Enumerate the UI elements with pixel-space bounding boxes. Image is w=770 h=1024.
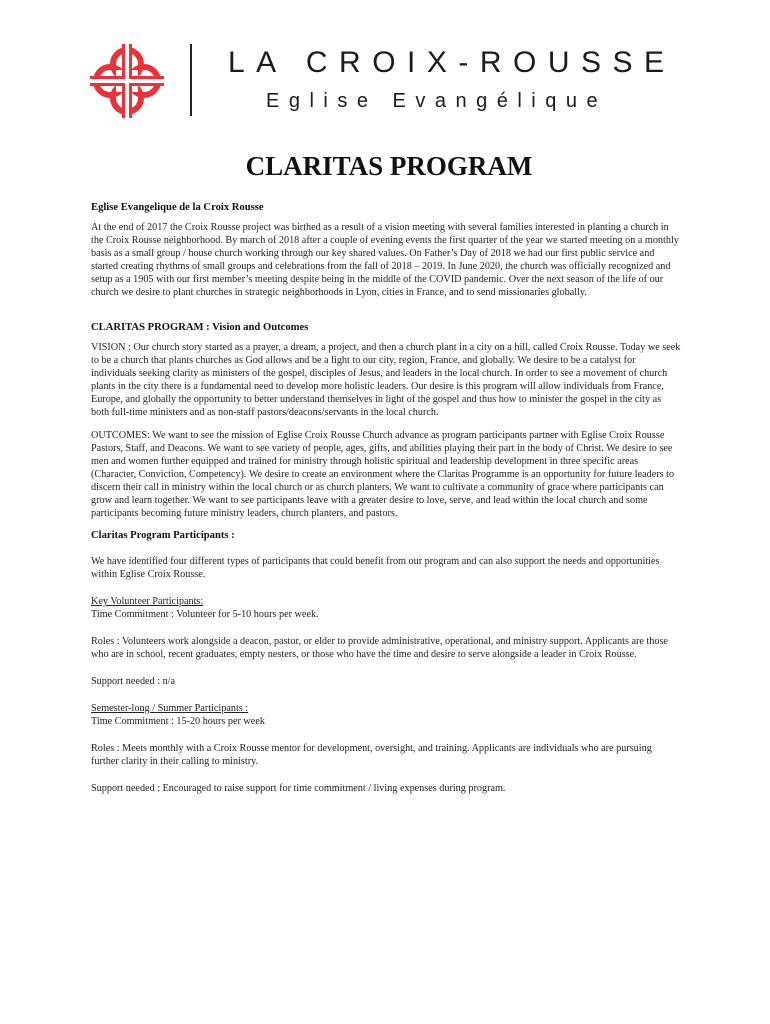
- semester-support: Support needed : Encouraged to raise support for time commitment / living expenses during program.: [91, 783, 506, 794]
- key-volunteer-heading: Key Volunteer Participants:: [91, 596, 204, 607]
- participants-heading: Claritas Program Participants :: [91, 530, 235, 541]
- document-body: [91, 150, 681, 795]
- vision-paragraph: VISION : Our church story started as a prayer, a dream, a project, and then a church plant in a city on a hill, called Croix Rousse. Today we seek to be a church that plants churches as God allows and be a light to our city, region, France, and globally. We desire to be a catalyst for individuals seeking clarity as ministers of the gospel, disciples of Jesus, and leaders in the local church. In order to see a movement of church plants in the city there is a fundamental need to develop more holistic leaders. Our desire is this program will allow individuals from France, Europe, and globally the opportunity to better understand themselves in light of the gospel and thus how to minister the gospel in the city as both full-time ministers and as non-staff pastors/deacons/servants in the local church.: [91, 342, 681, 418]
- key-volunteer-time: Time Commitment : Volunteer for 5-10 hours per week.: [91, 609, 319, 620]
- semester-time: Time Commitment : 15-20 hours per week: [91, 716, 265, 727]
- brand-subtitle: Eglise Evangélique: [266, 90, 608, 112]
- page-title: CLARITAS PROGRAM: [245, 151, 533, 181]
- semester-heading: Semester-long / Summer Participants :: [91, 703, 249, 714]
- header-divider: [190, 44, 192, 116]
- participants-intro: We have identified four different types of participants that could benefit from our program and can also support the needs and opportunities within Eglise Croix Rousse.: [91, 556, 660, 580]
- key-volunteer-support: Support needed : n/a: [91, 676, 176, 687]
- intro-paragraph: At the end of 2017 the Croix Rousse project was birthed as a result of a vision meeting with several families interested in planting a church in the Croix Rousse neighborhood. By march of 2018 after a couple of evening events the first quarter of the year we started meeting on a monthly basis as a small group / house church working through our key shared values. On Father’s Day of 2018 we had our first public service and started creating rhythms of small groups and celebrations from the fall of 2018 – 2019. In June 2020, the church was officially recognized and setup as a 1905 with our first member’s meeting despite being in the middle of the COVID pandemic. Over the next season of the life of our church we desire to plant churches in strategic neighborhoods in Lyon, cities in France, and to send missionaries globally.: [91, 222, 679, 298]
- key-volunteer-roles: Roles : Volunteers work alongside a deacon, pastor, or elder to provide administrative, operational, and ministry support. Applicants are those who are in school, recent graduates, empty nesters, or those who have the time and desire to serve alongside a leader in Croix Rousse.: [91, 636, 668, 660]
- outcomes-paragraph: OUTCOMES: We want to see the mission of Eglise Croix Rousse Church advance as program participants partner with Eglise Croix Rousse Pastors, Staff, and Deacons. We want to see variety of people, ages, gifts, and abilities playing their part in the body of Christ. We desire to see men and women further equipped and trained for ministry through holistic spiritual and leadership development in three specific areas (Character, Conviction, Competency). We desire to create an environment where the Claritas Programme is an opportunity for future leaders to discern their call in ministry within the local church or as church planters. We want to cultivate a community of grace where participants can grow and learn together. We want to see participants leave with a greater desire to love, serve, and lead within the local church and some participants becoming future ministry leaders, church planters, and pastors.: [91, 430, 675, 519]
- brand-name: LA CROIX-ROUSSE: [228, 46, 676, 79]
- letterhead: [0, 0, 770, 130]
- semester-roles: Roles : Meets monthly with a Croix Rousse mentor for development, oversight, and training. Applicants are individuals who are pursuing further clarity in their calling to ministry.: [91, 743, 652, 767]
- vision-heading: CLARITAS PROGRAM : Vision and Outcomes: [91, 322, 309, 333]
- org-heading: Eglise Evangelique de la Croix Rousse: [91, 202, 264, 213]
- cross-quatrefoil-icon: [88, 42, 166, 120]
